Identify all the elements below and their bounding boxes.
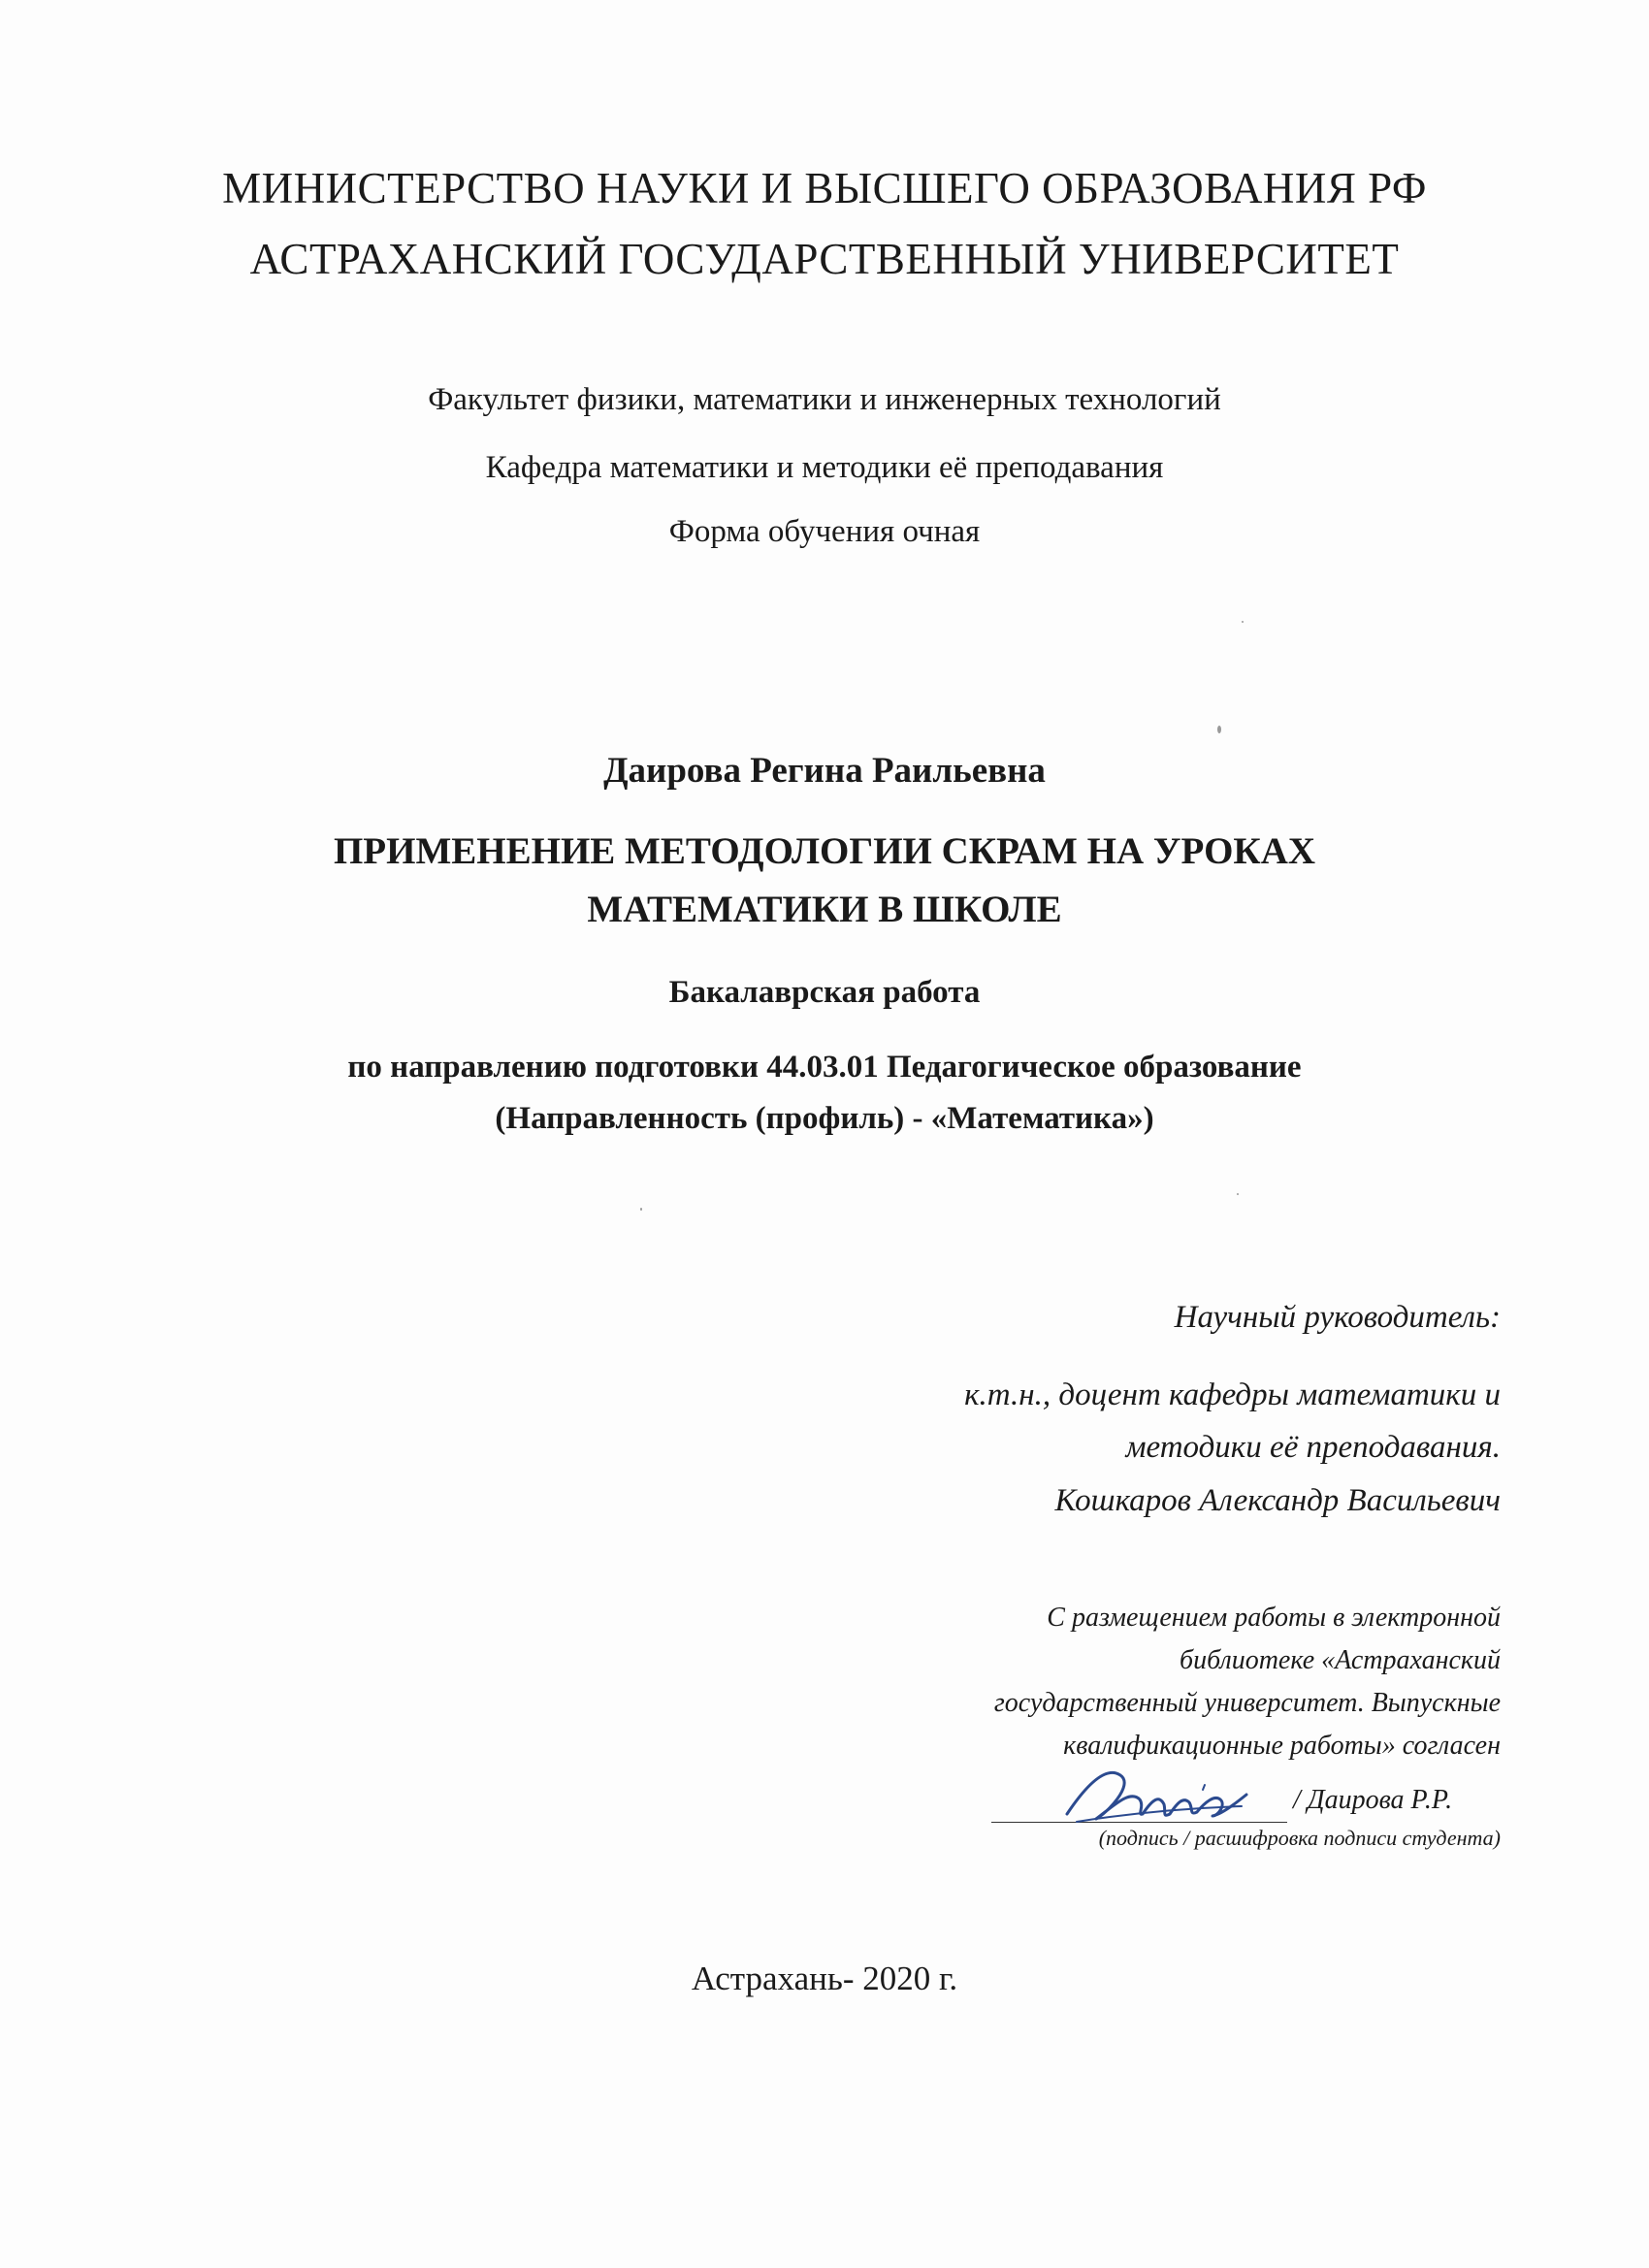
supervisor-name: Кошкаров Александр Васильевич [1054,1483,1501,1518]
scan-speck [640,1208,642,1211]
department-line: Кафедра математики и методики её преподавания [485,450,1164,485]
direction-line-2: (Направленность (профиль) - «Математика») [495,1101,1154,1136]
consent-line-3: государственный университет. Выпускные [993,1688,1501,1718]
thesis-title-line-1: ПРИМЕНЕНИЕ МЕТОДОЛОГИИ СКРАМ НА УРОКАХ [333,830,1316,872]
consent-line-1: С размещением работы в электронной [1047,1603,1501,1633]
scan-speck [1237,1193,1239,1195]
city-year: Астрахань- 2020 г. [691,1960,958,1997]
author-name: Даирова Регина Раильевна [603,751,1046,791]
study-form-line: Форма обучения очная [668,514,981,549]
direction-line-1: по направлению подготовки 44.03.01 Педагогическое образование [347,1050,1302,1085]
university-heading: АСТРАХАНСКИЙ ГОСУДАРСТВЕННЫЙ УНИВЕРСИТЕТ [249,235,1400,283]
thesis-title-line-2: МАТЕМАТИКИ В ШКОЛЕ [587,889,1062,930]
work-type: Бакалаврская работа [668,975,981,1010]
scan-speck [1242,621,1244,623]
signature-caption: (подпись / расшифровка подписи студента) [1098,1826,1501,1850]
supervisor-label: Научный руководитель: [1174,1300,1501,1335]
scan-speck [1217,726,1221,733]
ministry-heading: МИНИСТЕРСТВО НАУКИ И ВЫСШЕГО ОБРАЗОВАНИЯ РФ [222,164,1427,212]
supervisor-title-line-2: методики её преподавания. [1125,1430,1501,1465]
consent-line-4: квалификационные работы» согласен [1063,1731,1501,1761]
consent-line-2: библиотеке «Астраханский [1180,1645,1501,1675]
supervisor-title-line-1: к.т.н., доцент кафедры математики и [964,1377,1501,1412]
signatory-name: / Даирова Р.Р. [1293,1785,1453,1815]
faculty-line: Факультет физики, математики и инженерных технологий [428,382,1221,417]
